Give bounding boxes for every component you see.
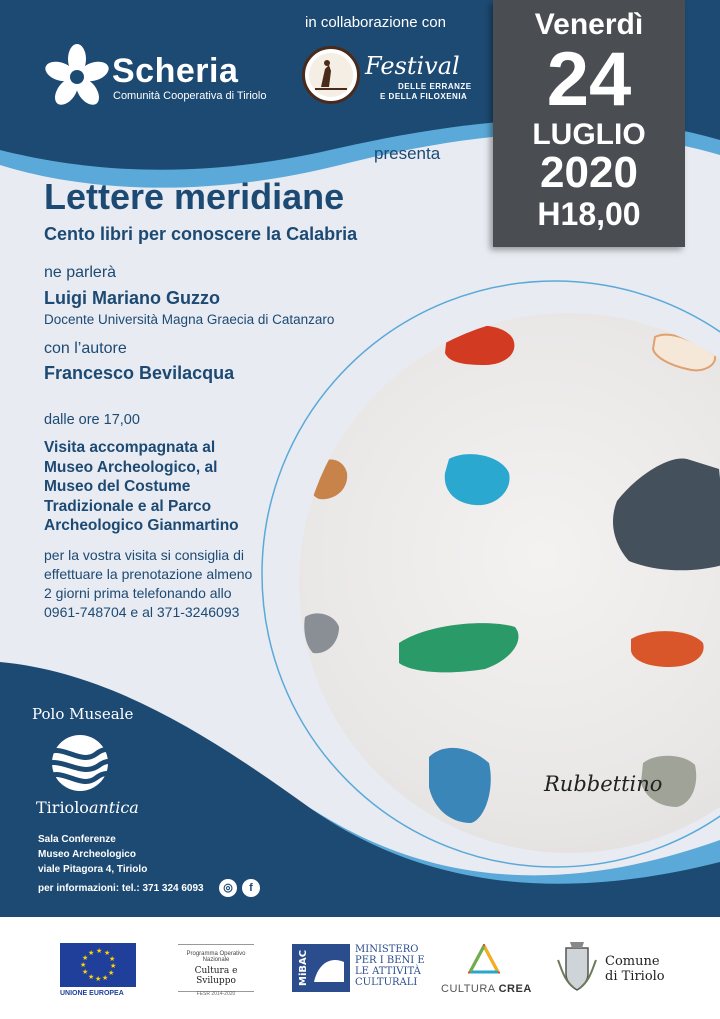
tiriolo-antica-label: Tirioloantica [36, 798, 139, 817]
visit-time: dalle ore 17,00 [44, 412, 140, 428]
address-line: viale Pitagora 4, Tiriolo [38, 864, 148, 875]
visit-line: Tradizionale e al Parco [44, 497, 212, 515]
note-line: effettuare la prenotazione almeno [44, 566, 253, 582]
visit-line: Museo del Costume [44, 478, 191, 496]
svg-text:★: ★ [96, 947, 103, 955]
svg-text:★: ★ [80, 961, 87, 969]
svg-text:★: ★ [109, 955, 116, 963]
comune-label: Comune di Tiriolo [605, 954, 665, 984]
speaker-1-label: ne parlerà [44, 264, 117, 281]
svg-text:★: ★ [102, 974, 109, 982]
facebook-icon[interactable]: f [242, 879, 260, 897]
date-time: H18,00 [537, 196, 641, 232]
svg-text:★: ★ [110, 962, 117, 970]
red-stone [445, 326, 514, 365]
address-line: Sala Conferenze [38, 834, 116, 845]
svg-text:★: ★ [104, 949, 111, 957]
svg-text:★: ★ [95, 975, 102, 983]
event-subtitle: Cento libri per conoscere la Calabria [44, 224, 358, 244]
scheria-flower-icon [44, 44, 110, 110]
address-line: Museo Archeologico [38, 849, 136, 860]
scheria-name: Scheria [112, 52, 239, 90]
speaker-1-name: Luigi Mariano Guzzo [44, 288, 220, 308]
scheria-subtitle: Comunità Cooperativa di Tiriolo [113, 90, 267, 102]
speaker-1-role: Docente Università Magna Graecia di Catanzaro [44, 312, 335, 327]
festival-title: Festival [365, 52, 460, 80]
green-stone [399, 623, 518, 672]
tan-stone [309, 459, 347, 499]
svg-text:★: ★ [88, 973, 95, 981]
date-month: LUGLIO [532, 118, 646, 151]
white-stone [653, 335, 715, 371]
festival-subtitle-1: DELLE ERRANZE [398, 82, 472, 91]
note-line: 0961-748704 e al 371-3246093 [44, 604, 240, 620]
svg-text:★: ★ [88, 949, 95, 957]
pon-logo: Programma Operativo Nazionale Cultura e Sviluppo FESR 2014-2020 [178, 944, 254, 992]
comune-crest-icon [556, 940, 598, 994]
visit-line: Museo Archeologico, al [44, 458, 218, 476]
cultura-crea-triangle-icon [468, 944, 500, 974]
svg-text:★: ★ [82, 968, 89, 976]
date-number: 24 [546, 37, 632, 122]
polo-museale-label: Polo Museale [32, 705, 134, 723]
polo-museale-wave-icon [40, 732, 120, 794]
dark-slate-stone [613, 458, 720, 570]
visit-line: Archeologico Gianmartino [44, 517, 239, 535]
grey-stone [304, 613, 339, 653]
event-title: Lettere meridiane [44, 176, 345, 217]
collab-text: in collaborazione con [305, 14, 446, 31]
visit-description [44, 438, 239, 536]
booking-note [44, 546, 252, 622]
date-weekday: Venerdì [534, 8, 644, 41]
presenta-label: presenta [374, 144, 441, 163]
svg-text:★: ★ [108, 969, 115, 977]
svg-text:MiBAC: MiBAC [298, 949, 309, 986]
speaker-2-name: Francesco Bevilacqua [44, 363, 235, 383]
note-line: per la vostra visita si consiglia di [44, 547, 244, 563]
eu-label: UNIONE EUROPEA [60, 990, 124, 997]
speaker-2-label: con l’autore [44, 340, 127, 357]
eu-flag-icon [60, 943, 136, 987]
date-box [493, 0, 685, 247]
mibac-icon [292, 944, 350, 992]
svg-text:★: ★ [82, 954, 89, 962]
blue-stone [429, 748, 491, 823]
visit-line: Visita accompagnata al [44, 439, 216, 456]
turquoise-stone [445, 454, 510, 505]
cultura-crea-label: CULTURA CREA [441, 983, 532, 995]
instagram-icon[interactable]: ◎ [219, 879, 237, 897]
date-year: 2020 [540, 148, 638, 197]
festival-subtitle-2: E DELLA FILOXENIA [380, 92, 468, 101]
note-line: 2 giorni prima telefonando allo [44, 585, 232, 601]
info-phone: per informazioni: tel.: 371 324 6093 [38, 883, 204, 894]
mibac-text: MINISTERO PER I BENI E LE ATTIVITÀ CULTURALI [355, 944, 425, 988]
museum-address [38, 832, 147, 877]
publisher-name: Rubbettino [544, 772, 663, 796]
festival-badge-icon [302, 46, 360, 104]
orange-stone [631, 631, 704, 667]
